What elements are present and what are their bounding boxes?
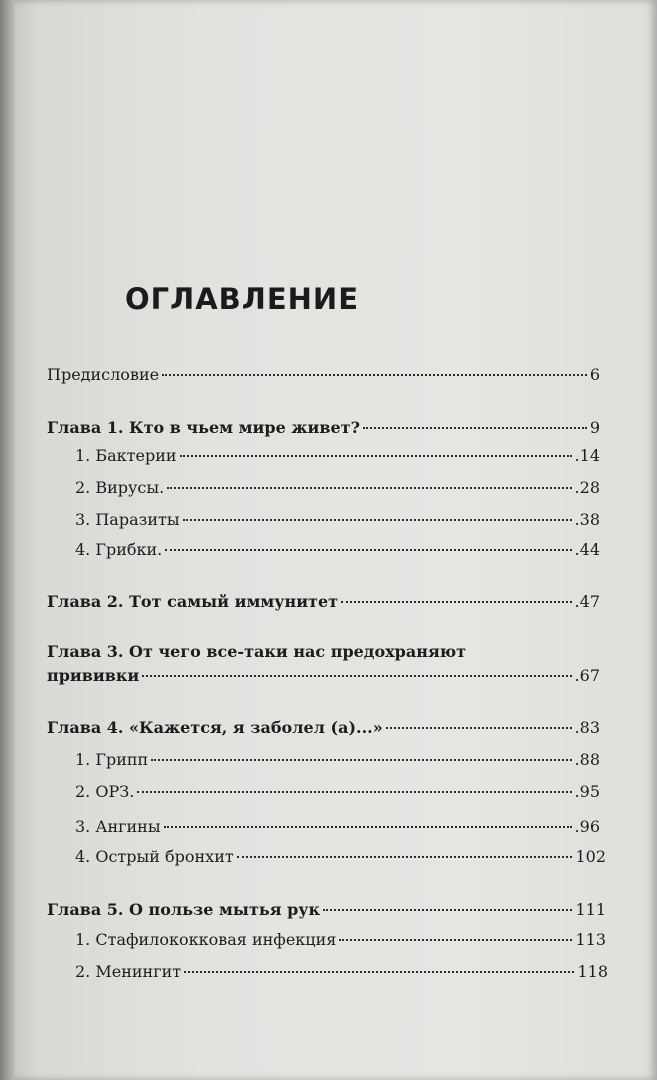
toc-entry-preface xyxy=(47,365,600,385)
dot-leader xyxy=(151,759,571,761)
toc-entry-label: Глава 1. Кто в чьем мире живет? xyxy=(47,418,360,437)
toc-entry-label: 4. Острый бронхит xyxy=(75,847,234,866)
toc-entry-section xyxy=(75,930,606,950)
toc-entry-page: .88 xyxy=(574,750,600,769)
toc-entry-label: 2. Вирусы. xyxy=(75,478,165,497)
dot-leader xyxy=(339,939,572,941)
toc-entry-chapter-3-line1: Глава 3. От чего все-таки нас предохраняют xyxy=(47,642,467,661)
toc-entry-page: .38 xyxy=(574,510,600,529)
toc-entry-page: 102 xyxy=(575,847,606,866)
toc-entry-section xyxy=(75,540,600,560)
toc-entry-page: .47 xyxy=(574,592,600,611)
toc-entry-page: 9 xyxy=(589,418,600,437)
toc-entry-page: .28 xyxy=(574,478,600,497)
toc-entry-label: прививки xyxy=(47,666,140,685)
dot-leader xyxy=(237,856,573,858)
dot-leader xyxy=(142,675,571,677)
toc-entry-section xyxy=(75,446,600,466)
toc-entry-section xyxy=(75,847,606,867)
dot-leader xyxy=(386,727,572,729)
toc-entry-chapter-4 xyxy=(47,718,600,738)
dot-leader xyxy=(167,487,571,489)
toc-entry-label: Глава 5. О пользе мытья рук xyxy=(47,900,321,919)
dot-leader xyxy=(137,791,571,793)
toc-entry-page: 113 xyxy=(575,930,606,949)
toc-entry-label: Глава 4. «Кажется, я заболел (а)...» xyxy=(47,718,383,737)
toc-entry-label: 2. ОРЗ. xyxy=(75,782,135,801)
toc-entry-section xyxy=(75,782,600,802)
toc-entry-label: 1. Бактерии xyxy=(75,446,177,465)
toc-entry-label: Глава 2. Тот самый иммунитет xyxy=(47,592,339,611)
toc-entry-page: 6 xyxy=(589,365,600,384)
toc-entry-page: .14 xyxy=(574,446,600,465)
toc-entry-label: 3. Паразиты xyxy=(75,510,180,529)
toc-entry-section xyxy=(75,817,600,837)
toc-entry-page: .83 xyxy=(574,718,600,737)
toc-entry-label: 1. Грипп xyxy=(75,750,149,769)
dot-leader xyxy=(323,909,572,911)
dot-leader xyxy=(183,519,572,521)
toc-entry-label: 4. Грибки. xyxy=(75,540,163,559)
toc-entry-page: 111 xyxy=(575,900,606,919)
toc-entry-label: 1. Стафилококковая инфекция xyxy=(75,930,337,949)
toc-entry-section xyxy=(75,750,600,770)
dot-leader xyxy=(165,549,571,551)
toc-entry-section xyxy=(75,478,600,498)
dot-leader xyxy=(363,427,587,429)
toc-entry-chapter-1 xyxy=(47,418,600,438)
toc-entry-label: 2. Менингит xyxy=(75,962,182,981)
toc-entry-chapter-3 xyxy=(47,666,600,686)
toc-entry-page: .44 xyxy=(574,540,600,559)
toc-entry-section xyxy=(75,962,608,982)
dot-leader xyxy=(164,826,572,828)
toc-entry-page: 118 xyxy=(577,962,608,981)
toc-entry-section xyxy=(75,510,600,530)
toc-entry-page: .95 xyxy=(574,782,600,801)
dot-leader xyxy=(162,374,587,376)
toc-entry-label: Предисловие xyxy=(47,365,160,384)
toc-entry-chapter-5 xyxy=(47,900,606,920)
page-title: ОГЛАВЛЕНИЕ xyxy=(125,282,360,316)
toc-entry-chapter-2 xyxy=(47,592,600,612)
toc-entry-label: 3. Ангины xyxy=(75,817,161,836)
dot-leader xyxy=(341,601,571,603)
dot-leader xyxy=(184,971,574,973)
toc-entry-page: .67 xyxy=(574,666,600,685)
dot-leader xyxy=(180,455,572,457)
toc-entry-page: .96 xyxy=(574,817,600,836)
